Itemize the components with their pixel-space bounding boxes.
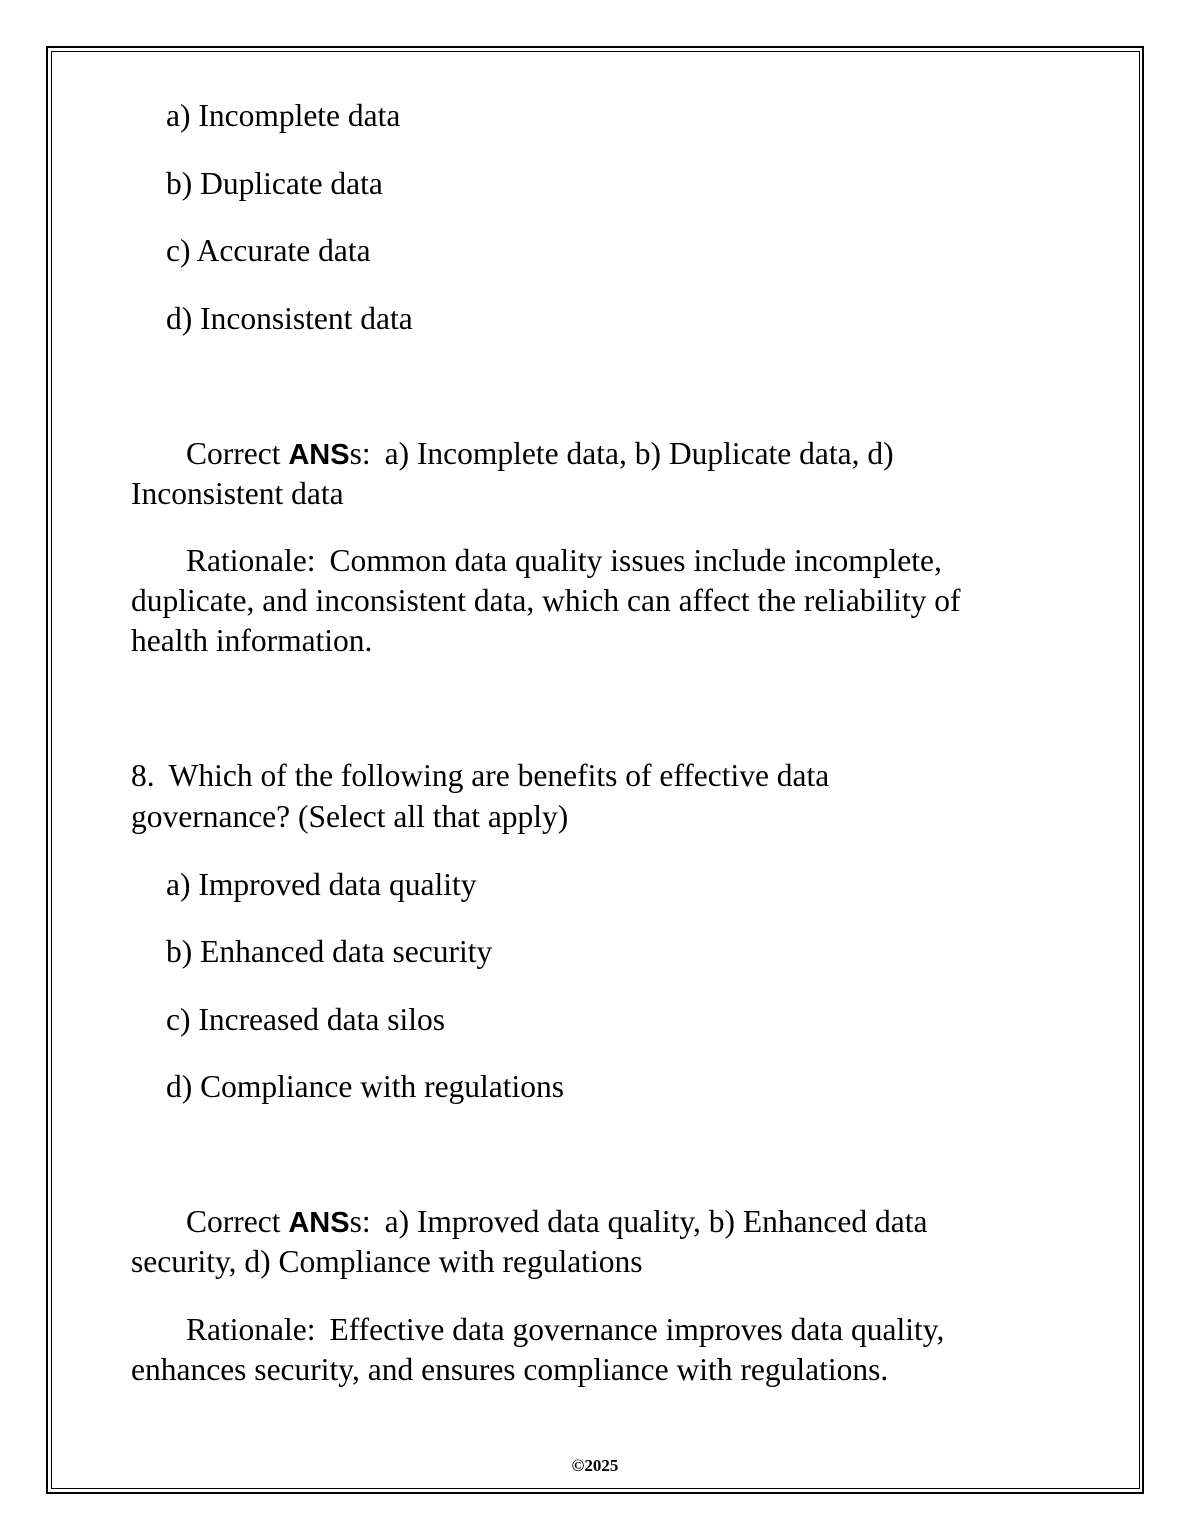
rationale-label: Rationale: xyxy=(186,543,316,578)
rationale-text: Common data quality issues include incomplete, xyxy=(329,543,942,578)
q8-question-line2: governance? (Select all that apply) xyxy=(131,799,569,834)
q7-rationale xyxy=(186,541,942,581)
q7-correct-answer xyxy=(186,434,894,475)
q8-question xyxy=(131,756,829,796)
q7-option-d: d) Inconsistent data xyxy=(166,301,413,336)
answer-suffix: s: xyxy=(349,1204,371,1239)
answer-label-bold: ANS xyxy=(288,439,350,471)
q8-correct-answer-cont: security, d) Compliance with regulations xyxy=(131,1244,643,1279)
answer-text: a) Improved data quality, b) Enhanced data xyxy=(384,1204,928,1239)
answer-label-bold: ANS xyxy=(288,1207,350,1239)
q7-rationale-line2: duplicate, and inconsistent data, which can affect the reliability of xyxy=(131,583,961,618)
q8-rationale-line2: enhances security, and ensures compliance with regulations. xyxy=(131,1352,889,1387)
question-number: 8. xyxy=(131,758,155,793)
q8-option-a: a) Improved data quality xyxy=(166,867,477,902)
answer-suffix: s: xyxy=(349,436,371,471)
q7-correct-answer-cont: Inconsistent data xyxy=(131,476,344,511)
rationale-text: Effective data governance improves data quality, xyxy=(329,1312,945,1347)
question-text: Which of the following are benefits of effective data xyxy=(168,758,830,793)
q7-option-a: a) Incomplete data xyxy=(166,98,401,133)
q8-option-b: b) Enhanced data security xyxy=(166,934,493,969)
answer-prefix: Correct xyxy=(186,436,289,471)
rationale-label: Rationale: xyxy=(186,1312,316,1347)
q7-option-b: b) Duplicate data xyxy=(166,166,383,201)
q7-rationale-line3: health information. xyxy=(131,623,373,658)
q8-correct-answer xyxy=(186,1202,927,1243)
q8-option-d: d) Compliance with regulations xyxy=(166,1069,565,1104)
q8-rationale xyxy=(186,1310,944,1350)
q8-option-c: c) Increased data silos xyxy=(166,1002,445,1037)
copyright-footer: ©2025 xyxy=(571,1456,619,1475)
answer-prefix: Correct xyxy=(186,1204,289,1239)
q7-option-c: c) Accurate data xyxy=(166,233,371,268)
answer-text: a) Incomplete data, b) Duplicate data, d) xyxy=(384,436,894,471)
